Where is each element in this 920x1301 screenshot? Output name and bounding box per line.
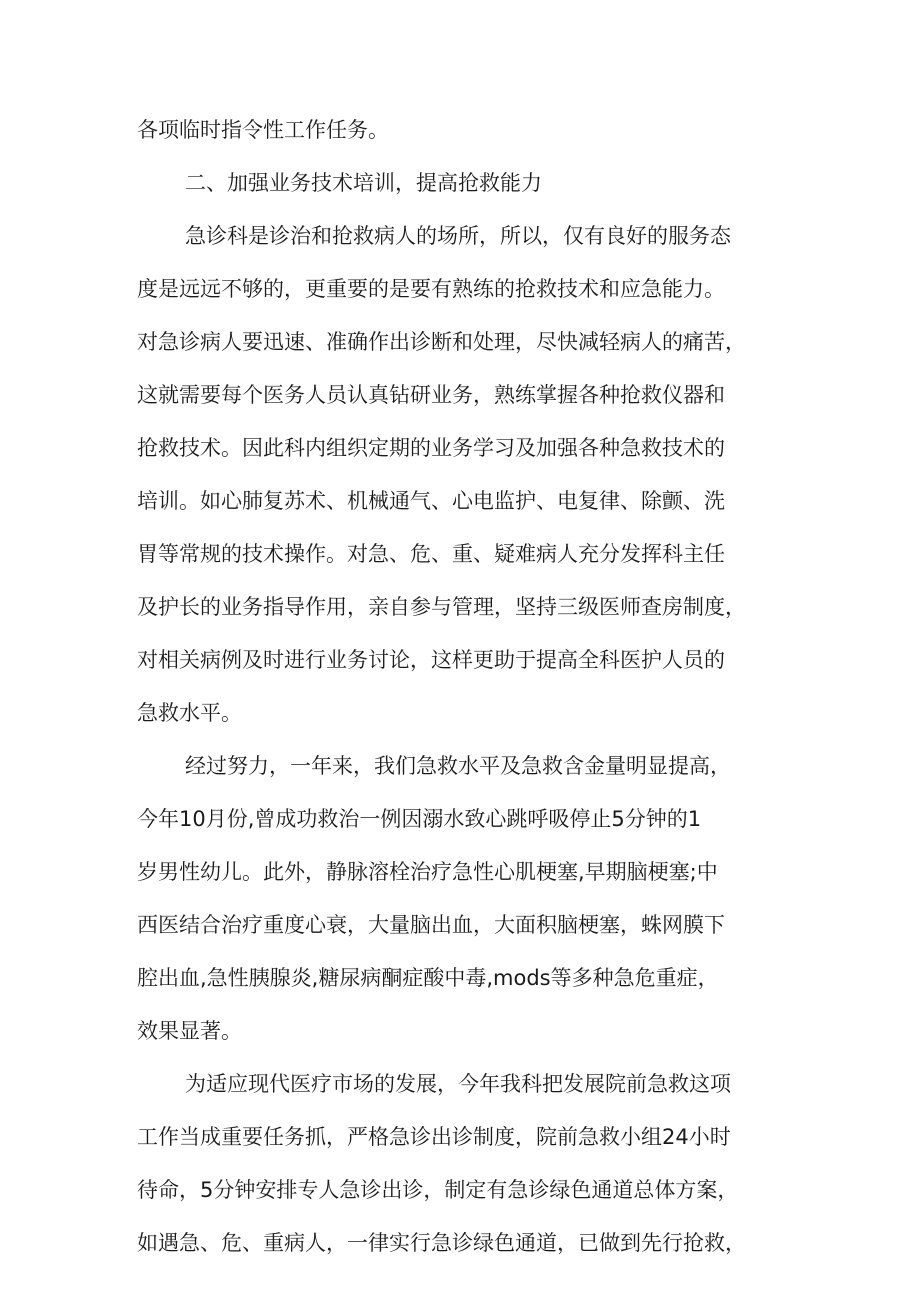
text-line-19: 为适应现代医疗市场的发展，今年我科把发展院前急救这项 xyxy=(185,1072,731,1096)
text-line-1: 各项临时指令性工作任务。 xyxy=(137,118,389,142)
text-line-10: 及护长的业务指导作用，亲自参与管理，坚持三级医师查房制度， xyxy=(137,595,746,619)
section-heading: 二、加强业务技术培训，提高抢救能力 xyxy=(185,171,542,195)
text-line-15: 岁男性幼儿。此外，静脉溶栓治疗急性心肌梗塞,早期脑梗塞;中 xyxy=(137,860,718,884)
text-line-16: 西医结合治疗重度心衰，大量脑出血，大面积脑梗塞，蛛网膜下 xyxy=(137,913,725,937)
text-line-9: 胃等常规的技术操作。对急、危、重、疑难病人充分发挥科主任 xyxy=(137,542,725,566)
text-line-21: 待命，5分钟安排专人急诊出诊，制定有急诊绿色通道总体方案， xyxy=(137,1178,739,1202)
text-line-13: 经过努力，一年来，我们急救水平及急救含金量明显提高， xyxy=(185,754,731,778)
text-line-18: 效果显著。 xyxy=(137,1019,242,1043)
text-line-6: 这就需要每个医务人员认真钻研业务，熟练掌握各种抢救仪器和 xyxy=(137,383,725,407)
text-line-7: 抢救技术。因此科内组织定期的业务学习及加强各种急救技术的 xyxy=(137,436,725,460)
text-line-14: 今年10月份,曾成功救治一例因溺水致心跳呼吸停止5分钟的1 xyxy=(137,807,702,831)
text-line-8: 培训。如心肺复苏术、机械通气、心电监护、电复律、除颤、洗 xyxy=(137,489,725,513)
text-line-17: 腔出血,急性胰腺炎,糖尿病酮症酸中毒,mods等多种急危重症， xyxy=(137,966,719,990)
text-line-11: 对相关病例及时进行业务讨论，这样更助于提高全科医护人员的 xyxy=(137,648,725,672)
text-line-12: 急救水平。 xyxy=(137,701,242,725)
text-line-3: 急诊科是诊治和抢救病人的场所，所以，仅有良好的服务态 xyxy=(185,224,731,248)
text-line-22: 如遇急、危、重病人，一律实行急诊绿色通道，已做到先行抢救， xyxy=(137,1231,746,1255)
text-line-20: 工作当成重要任务抓，严格急诊出诊制度，院前急救小组24小时 xyxy=(137,1125,731,1149)
text-line-5: 对急诊病人要迅速、准确作出诊断和处理，尽快减轻病人的痛苦， xyxy=(137,330,746,354)
text-line-4: 度是远远不够的，更重要的是要有熟练的抢救技术和应急能力。 xyxy=(137,277,725,301)
